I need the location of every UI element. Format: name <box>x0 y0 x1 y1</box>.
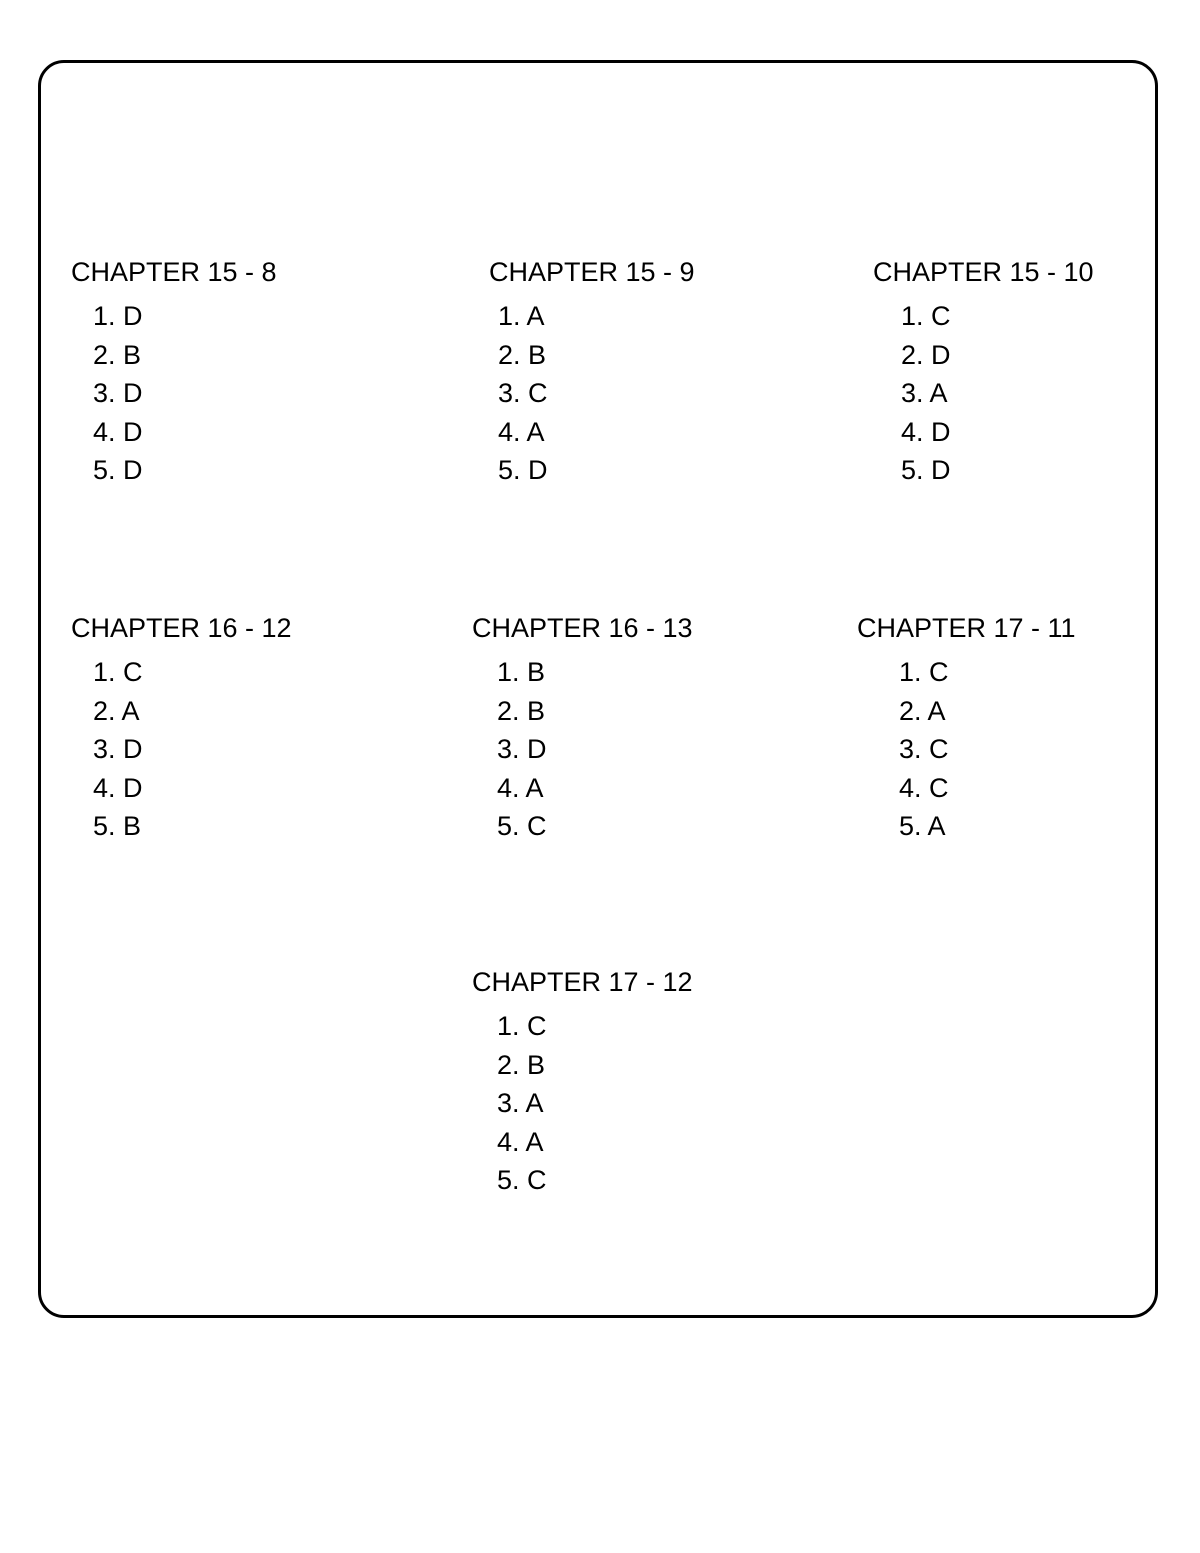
chapter-title: CHAPTER 16 - 12 <box>71 613 292 643</box>
question-number: 1. <box>901 301 924 331</box>
answer-block-ch15-9 <box>489 259 695 490</box>
answer-item <box>93 653 292 692</box>
chapter-title: CHAPTER 15 - 10 <box>873 257 1094 287</box>
question-number: 4. <box>901 416 924 447</box>
chapter-title: CHAPTER 15 - 8 <box>71 257 277 287</box>
question-number: 2. <box>498 339 521 370</box>
answer-list <box>901 297 1094 490</box>
question-number: 2. <box>899 695 922 726</box>
answer-item <box>901 297 1094 336</box>
question-number: 4. <box>498 416 521 447</box>
answer-item <box>498 374 695 413</box>
answer-item <box>93 297 277 336</box>
question-number: 1. <box>93 657 116 687</box>
answer-item <box>497 653 693 692</box>
question-number: 2. <box>497 695 520 726</box>
answer-letter: A <box>525 1088 544 1118</box>
answer-letter: B <box>528 339 547 370</box>
answer-letter: C <box>929 657 949 687</box>
question-number: 5. <box>93 811 116 841</box>
answer-item <box>497 1084 693 1123</box>
answer-letter: B <box>527 1049 546 1080</box>
answer-item <box>93 807 292 846</box>
answer-letter: C <box>528 378 548 408</box>
question-number: 3. <box>93 734 116 764</box>
answer-letter: C <box>527 811 547 841</box>
answer-letter: D <box>931 416 951 447</box>
question-number: 2. <box>93 695 116 726</box>
answer-item <box>497 1046 693 1085</box>
answer-letter: A <box>525 772 544 803</box>
answer-letter: D <box>123 772 143 803</box>
answer-letter: D <box>528 455 548 485</box>
answer-list <box>497 1007 693 1200</box>
answer-item <box>93 413 277 452</box>
question-number: 3. <box>93 378 116 408</box>
answer-item <box>93 374 277 413</box>
answer-letter: B <box>123 811 142 841</box>
question-number: 3. <box>497 1088 520 1118</box>
answer-letter: D <box>931 339 951 370</box>
answer-item <box>899 769 1076 808</box>
question-number: 5. <box>93 455 116 485</box>
answer-item <box>498 451 695 490</box>
answer-block-ch17-12 <box>472 969 693 1200</box>
answer-item <box>497 769 693 808</box>
question-number: 4. <box>497 1126 520 1157</box>
chapter-title: CHAPTER 16 - 13 <box>472 613 693 643</box>
question-number: 2. <box>901 339 924 370</box>
answer-block-ch16-13 <box>472 615 693 846</box>
question-number: 2. <box>497 1049 520 1080</box>
answer-letter: A <box>927 811 946 841</box>
question-number: 4. <box>899 772 922 803</box>
answer-letter: D <box>123 378 143 408</box>
answer-letter: A <box>526 416 545 447</box>
question-number: 3. <box>899 734 922 764</box>
question-number: 1. <box>899 657 922 687</box>
answer-item <box>901 336 1094 375</box>
answer-letter: A <box>525 1126 544 1157</box>
answer-item <box>93 730 292 769</box>
answer-item <box>899 730 1076 769</box>
answer-item <box>497 692 693 731</box>
answer-letter: C <box>527 1165 547 1195</box>
answer-letter: D <box>123 455 143 485</box>
answer-letter: A <box>526 301 545 331</box>
answer-letter: C <box>527 1011 547 1041</box>
answer-block-ch17-11 <box>857 615 1076 846</box>
chapter-title: CHAPTER 15 - 9 <box>489 257 695 287</box>
answer-list <box>498 297 695 490</box>
answer-item <box>498 297 695 336</box>
question-number: 4. <box>93 416 116 447</box>
answer-block-ch15-10 <box>873 259 1094 490</box>
chapter-title: CHAPTER 17 - 11 <box>857 613 1076 643</box>
question-number: 5. <box>901 455 924 485</box>
answer-letter: B <box>527 695 546 726</box>
question-number: 4. <box>497 772 520 803</box>
question-number: 1. <box>497 1011 520 1041</box>
question-number: 5. <box>497 811 520 841</box>
chapter-title: CHAPTER 17 - 12 <box>472 967 693 997</box>
answer-item <box>899 692 1076 731</box>
answer-item <box>497 807 693 846</box>
answer-block-ch16-12 <box>71 615 292 846</box>
answer-letter: D <box>931 455 951 485</box>
question-number: 1. <box>93 301 116 331</box>
answer-block-ch15-8 <box>71 259 277 490</box>
answer-letter: B <box>123 339 142 370</box>
question-number: 2. <box>93 339 116 370</box>
answer-list <box>899 653 1076 846</box>
answer-item <box>497 1123 693 1162</box>
answer-item <box>497 730 693 769</box>
question-number: 4. <box>93 772 116 803</box>
question-number: 5. <box>497 1165 520 1195</box>
answer-list <box>93 297 277 490</box>
answer-item <box>497 1007 693 1046</box>
answer-list <box>93 653 292 846</box>
answer-item <box>498 336 695 375</box>
answer-letter: C <box>929 734 949 764</box>
answer-letter: D <box>527 734 547 764</box>
answer-item <box>497 1161 693 1200</box>
question-number: 1. <box>498 301 521 331</box>
answer-item <box>899 653 1076 692</box>
question-number: 1. <box>497 657 520 687</box>
answer-letter: C <box>929 772 949 803</box>
answer-item <box>93 451 277 490</box>
answer-item <box>899 807 1076 846</box>
question-number: 3. <box>901 378 924 408</box>
answer-item <box>93 769 292 808</box>
question-number: 5. <box>899 811 922 841</box>
answer-item <box>93 336 277 375</box>
answer-letter: D <box>123 416 143 447</box>
answer-item <box>93 692 292 731</box>
answer-item <box>901 451 1094 490</box>
question-number: 3. <box>498 378 521 408</box>
answer-item <box>901 413 1094 452</box>
answer-item <box>498 413 695 452</box>
answer-letter: D <box>123 734 143 764</box>
answer-letter: D <box>123 301 143 331</box>
question-number: 5. <box>498 455 521 485</box>
answer-letter: C <box>931 301 951 331</box>
answer-letter: A <box>929 378 948 408</box>
answer-item <box>901 374 1094 413</box>
answer-letter: A <box>927 695 946 726</box>
answer-letter: C <box>123 657 143 687</box>
question-number: 3. <box>497 734 520 764</box>
answer-letter: A <box>121 695 140 726</box>
answer-letter: B <box>527 657 546 687</box>
answer-list <box>497 653 693 846</box>
